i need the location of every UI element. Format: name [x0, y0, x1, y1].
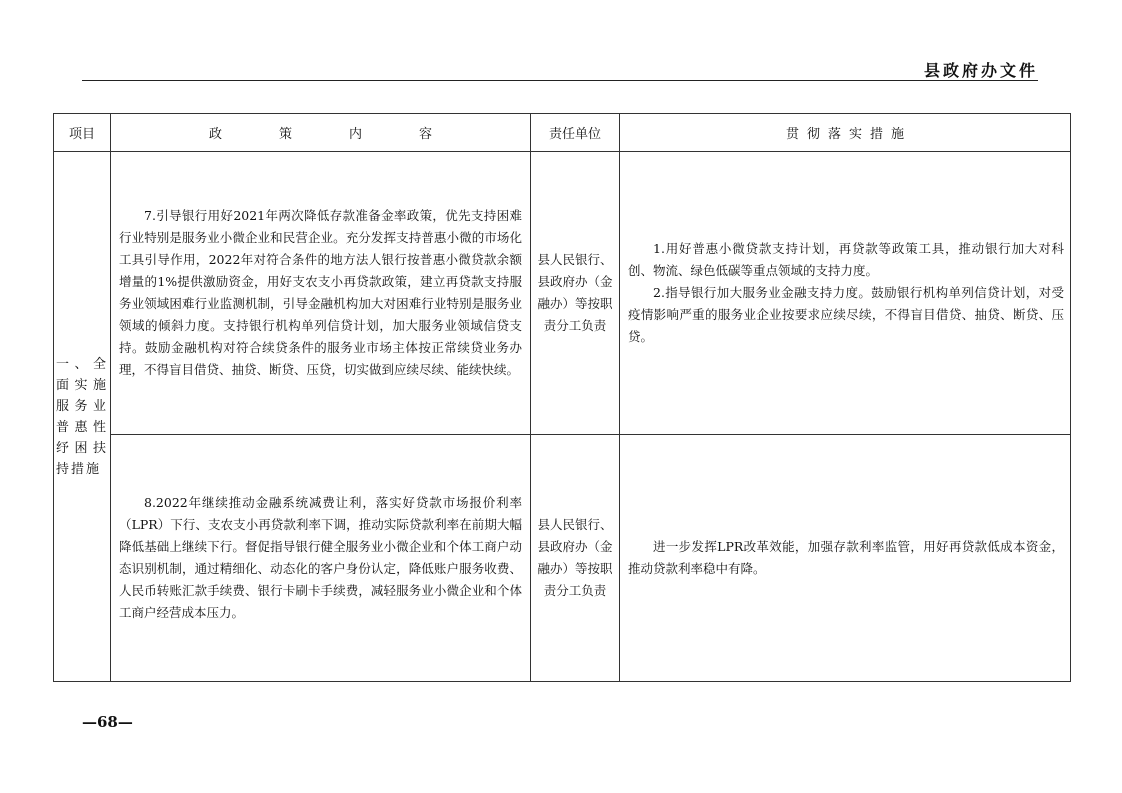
policy-text: 8.2022年继续推动金融系统减费让利，落实好贷款市场报价利率（LPR）下行、支农支小再贷款利率下调，推动实际贷款利率在前期大幅降低基础上继续下行。督促指导银行健全服务业小微企业和个体工商户动态识别机制，通过精细化、动态化的客户身份认定，降低账户服务收费、人民币转账汇款手续费、银行卡刷卡手续费，减轻服务业小微企业和个体工商户经营成本压力。: [119, 495, 522, 620]
column-header-policy: 政 策 内 容: [111, 114, 531, 152]
measures-cell: [620, 152, 1071, 435]
item-category-cell: 一、全面实施服务业普惠性纾困扶持措施: [54, 152, 111, 682]
measures-cell: [620, 435, 1071, 682]
header-divider: [82, 80, 1038, 81]
responsible-unit-cell: 县人民银行、县政府办（金融办）等按职责分工负责: [531, 152, 620, 435]
measure-text: 1.用好普惠小微贷款支持计划，再贷款等政策工具，推动银行加大对科创、物流、绿色低碳等重点领域的支持力度。: [628, 241, 1064, 278]
table-row: [54, 435, 1071, 682]
column-header-measures: 贯彻落实措施: [620, 114, 1071, 152]
page-number: —68—: [82, 713, 133, 731]
table-row: [54, 152, 1071, 435]
table-header-row: [54, 114, 1071, 152]
measure-text: 2.指导银行加大服务业金融支持力度。鼓励银行机构单列信贷计划，对受疫情影响严重的服务业企业按要求应续尽续，不得盲目借贷、抽贷、断贷、压贷。: [628, 285, 1064, 344]
policy-content-cell: [111, 435, 531, 682]
responsible-unit-cell: 县人民银行、县政府办（金融办）等按职责分工负责: [531, 435, 620, 682]
policy-content-cell: [111, 152, 531, 435]
document-header-title: 县政府办文件: [923, 61, 1038, 80]
column-header-item: 项目: [54, 114, 111, 152]
policy-text: 7.引导银行用好2021年两次降低存款准备金率政策，优先支持困难行业特别是服务业小微企业和民营企业。充分发挥支持普惠小微的市场化工具引导作用，2022年对符合条件的地方法人银行按普惠小微贷款余额增量的1%提供激励资金，用好支农支小再贷款政策，建立再贷款支持服务业领域困难行业监测机制，引导金融机构加大对困难行业特别是服务业领域的倾斜力度。支持银行机构单列信贷计划，加大服务业领域信贷支持。鼓励金融机构对符合续贷条件的服务业市场主体按正常续贷业务办理，不得盲目借贷、抽贷、断贷、压贷，切实做到应续尽续、能续快续。: [119, 208, 522, 377]
policy-table: [53, 113, 1071, 682]
measure-text: 进一步发挥LPR改革效能，加强存款利率监管，用好再贷款低成本资金，推动贷款利率稳中有降。: [628, 539, 1064, 576]
column-header-unit: 责任单位: [531, 114, 620, 152]
